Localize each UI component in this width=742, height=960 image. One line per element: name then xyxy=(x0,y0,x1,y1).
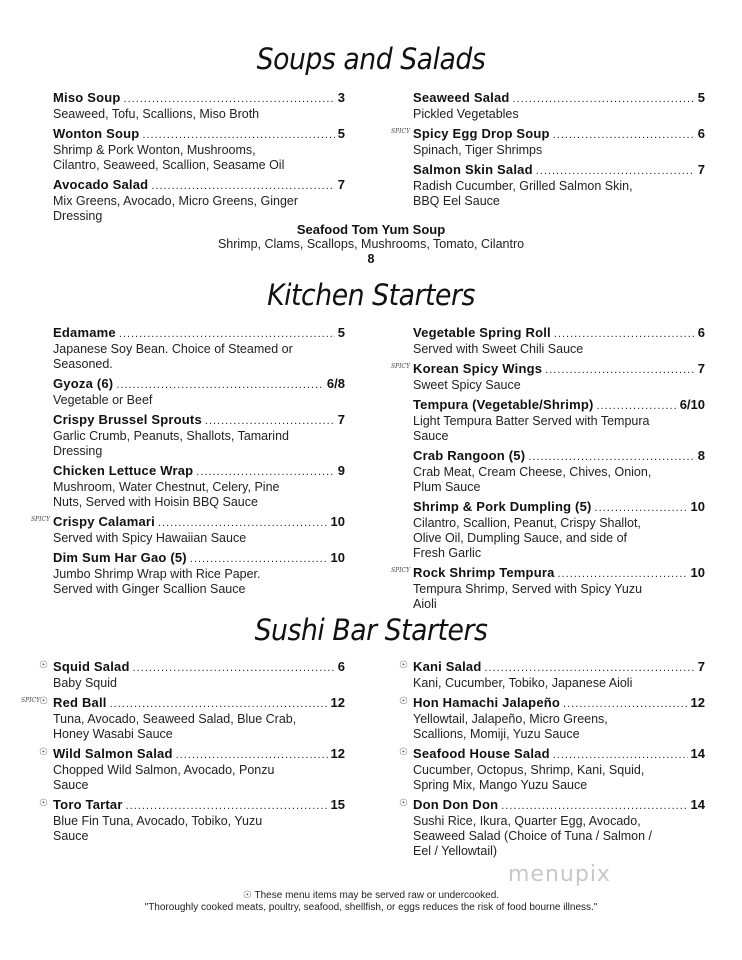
item-description: Served with Spicy Hawaiian Sauce xyxy=(53,531,247,545)
item-price: 3 xyxy=(337,90,345,105)
dot-leader xyxy=(545,363,695,378)
dot-leader xyxy=(151,179,334,194)
spicy-icon: SPICY xyxy=(391,363,411,370)
dot-leader xyxy=(110,697,328,712)
dot-leader xyxy=(528,450,695,465)
item-price: 9 xyxy=(337,463,345,478)
item-name: Miso Soup xyxy=(53,90,121,105)
item-header xyxy=(53,695,345,712)
dot-leader xyxy=(133,661,335,676)
dot-leader xyxy=(501,799,687,814)
item-description: Tempura Shrimp, Served with Spicy Yuzu Aioli xyxy=(413,582,643,611)
section-title-kitchen: Kitchen Starters xyxy=(267,278,475,312)
item-name: Crispy Calamari xyxy=(53,514,155,529)
dot-leader xyxy=(597,399,677,414)
menu-item xyxy=(413,448,705,495)
food-safety-warning: "Thoroughly cooked meats, poultry, seafood, shellfish, or eggs reduces the risk of food bourne illness." xyxy=(144,902,598,913)
item-header xyxy=(53,126,345,143)
raw-icon: ☉ xyxy=(39,798,48,809)
sushi-left-column xyxy=(21,659,345,848)
dot-leader xyxy=(553,748,688,763)
menu-item xyxy=(391,361,705,393)
item-name: Toro Tartar xyxy=(53,797,123,812)
item-price: 6/10 xyxy=(679,397,705,412)
item-price: 5 xyxy=(697,90,705,105)
menu-item xyxy=(399,797,705,859)
item-description: Jumbo Shrimp Wrap with Rice Paper. Served with Ginger Scallion Sauce xyxy=(53,567,261,596)
item-description: Cilantro, Scallion, Peanut, Crispy Shallot, Olive Oil, Dumpling Sauce, and side of Fresh Garlic xyxy=(413,516,641,560)
menu-item xyxy=(31,514,345,546)
item-price: 6/8 xyxy=(326,376,345,391)
item-header xyxy=(413,126,705,143)
dot-leader xyxy=(190,552,328,567)
item-price: 10 xyxy=(690,565,705,580)
menu-item xyxy=(53,550,345,597)
item-header xyxy=(413,565,705,582)
spicy-icon: SPICY xyxy=(21,697,41,704)
item-price: 5 xyxy=(337,325,345,340)
item-description: Yellowtail, Jalapeño, Micro Greens, Scallions, Momiji, Yuzu Sauce xyxy=(413,712,608,741)
sushi-right-column xyxy=(399,659,705,863)
item-header xyxy=(413,397,705,414)
soups-left-column xyxy=(53,90,345,228)
menu-item xyxy=(413,90,705,122)
item-header xyxy=(413,90,705,107)
item-header xyxy=(53,325,345,342)
item-description: Shrimp & Pork Wonton, Mushrooms, Cilantro, Seaweed, Scallion, Seasame Oil xyxy=(53,143,285,172)
item-description: Vegetable or Beef xyxy=(53,393,153,407)
raw-icon: ☉ xyxy=(399,747,408,758)
menu-item xyxy=(399,695,705,742)
item-description: Shrimp, Clams, Scallops, Mushrooms, Tomato, Cilantro xyxy=(217,237,525,251)
dot-leader xyxy=(126,799,328,814)
item-description: Crab Meat, Cream Cheese, Chives, Onion, Plum Sauce xyxy=(413,465,652,494)
menu-item xyxy=(413,325,705,357)
item-name: Vegetable Spring Roll xyxy=(413,325,551,340)
dot-leader xyxy=(563,697,687,712)
menu-item xyxy=(53,325,345,372)
item-price: 5 xyxy=(337,126,345,141)
item-price: 15 xyxy=(330,797,345,812)
item-name: Korean Spicy Wings xyxy=(413,361,543,376)
item-name: Tempura (Vegetable/Shrimp) xyxy=(413,397,594,412)
item-price: 6 xyxy=(337,659,345,674)
item-price: 10 xyxy=(330,550,345,565)
item-description: Light Tempura Batter Served with Tempura Sauce xyxy=(413,414,650,443)
item-name: Avocado Salad xyxy=(53,177,149,192)
item-description: Mushroom, Water Chestnut, Celery, Pine Nuts, Served with Hoisin BBQ Sauce xyxy=(53,480,280,509)
menu-item xyxy=(39,797,345,844)
item-header xyxy=(53,376,345,393)
dot-leader xyxy=(513,92,695,107)
item-name: Gyoza (6) xyxy=(53,376,114,391)
dot-leader xyxy=(124,92,335,107)
raw-icon: ☉ xyxy=(39,747,48,758)
menu-item xyxy=(39,746,345,793)
raw-icon: ☉ xyxy=(399,696,408,707)
item-description: Radish Cucumber, Grilled Salmon Skin, BBQ Eel Sauce xyxy=(413,179,633,208)
menu-item xyxy=(39,659,345,691)
menu-item xyxy=(53,90,345,122)
item-price: 7 xyxy=(337,177,345,192)
item-description: Spinach, Tiger Shrimps xyxy=(413,143,543,157)
menu-item xyxy=(53,376,345,408)
item-header xyxy=(53,463,345,480)
item-name: Shrimp & Pork Dumpling (5) xyxy=(413,499,592,514)
item-header xyxy=(53,412,345,429)
item-price: 7 xyxy=(697,361,705,376)
item-header xyxy=(53,90,345,107)
item-price: 8 xyxy=(697,448,705,463)
item-name: Crab Rangoon (5) xyxy=(413,448,526,463)
menu-item xyxy=(53,463,345,510)
item-name: Wonton Soup xyxy=(53,126,140,141)
item-name: Edamame xyxy=(53,325,116,340)
menu-item xyxy=(391,565,705,612)
raw-icon: ☉ xyxy=(39,696,48,707)
item-header xyxy=(53,746,345,763)
section-title-soups: Soups and Salads xyxy=(256,42,486,76)
item-price: 8 xyxy=(367,252,375,266)
menu-item xyxy=(391,126,705,158)
item-header xyxy=(413,659,705,676)
dot-leader xyxy=(536,164,695,179)
raw-icon: ☉ xyxy=(399,798,408,809)
raw-notice: These menu items may be served raw or undercooked. xyxy=(254,890,500,901)
item-name: Spicy Egg Drop Soup xyxy=(413,126,550,141)
item-name: Red Ball xyxy=(53,695,107,710)
item-description: Chopped Wild Salmon, Avocado, Ponzu Sauce xyxy=(53,763,275,792)
dot-leader xyxy=(484,661,694,676)
item-name: Seafood House Salad xyxy=(413,746,550,761)
item-description: Sweet Spicy Sauce xyxy=(413,378,521,392)
soups-right-column xyxy=(391,90,705,213)
item-description: Served with Sweet Chili Sauce xyxy=(413,342,584,356)
dot-leader xyxy=(205,414,335,429)
item-name: Crispy Brussel Sprouts xyxy=(53,412,202,427)
item-price: 12 xyxy=(690,695,705,710)
footer-notice xyxy=(0,890,742,914)
item-price: 7 xyxy=(697,659,705,674)
item-description: Mix Greens, Avocado, Micro Greens, Ginger Dressing xyxy=(53,194,299,223)
menu-item xyxy=(53,412,345,459)
item-price: 6 xyxy=(697,126,705,141)
menu-item xyxy=(413,397,705,444)
item-name: Dim Sum Har Gao (5) xyxy=(53,550,187,565)
item-name: Rock Shrimp Tempura xyxy=(413,565,555,580)
raw-icon: ☉ xyxy=(242,890,252,901)
item-header xyxy=(53,514,345,531)
menu-item xyxy=(399,746,705,793)
item-header xyxy=(413,797,705,814)
dot-leader xyxy=(553,128,695,143)
spicy-icon: SPICY xyxy=(391,128,411,135)
item-description: Sushi Rice, Ikura, Quarter Egg, Avocado, Seaweed Salad (Choice of Tuna / Salmon / Eel / Yellowtail) xyxy=(413,814,653,858)
dot-leader xyxy=(554,327,695,342)
item-header xyxy=(413,361,705,378)
item-description: Seaweed, Tofu, Scallions, Miso Broth xyxy=(53,107,260,121)
item-header xyxy=(413,448,705,465)
item-price: 14 xyxy=(690,746,705,761)
raw-icon: ☉ xyxy=(399,660,408,671)
item-header xyxy=(413,162,705,179)
item-price: 7 xyxy=(697,162,705,177)
dot-leader xyxy=(142,128,334,143)
section-title-sushi: Sushi Bar Starters xyxy=(254,613,488,647)
dot-leader xyxy=(595,501,688,516)
item-header xyxy=(413,499,705,516)
spicy-icon: SPICY xyxy=(31,516,51,523)
item-name: Kani Salad xyxy=(413,659,482,674)
spicy-icon: SPICY xyxy=(391,567,411,574)
item-price: 10 xyxy=(690,499,705,514)
item-header xyxy=(413,695,705,712)
item-description: Kani, Cucumber, Tobiko, Japanese Aioli xyxy=(413,676,633,690)
item-description: Japanese Soy Bean. Choice of Steamed or Seasoned. xyxy=(53,342,293,371)
kitchen-right-column xyxy=(391,325,705,616)
item-name: Don Don Don xyxy=(413,797,499,812)
item-description: Pickled Vegetables xyxy=(413,107,519,121)
item-name: Salmon Skin Salad xyxy=(413,162,533,177)
menu-item xyxy=(413,162,705,209)
item-name: Chicken Lettuce Wrap xyxy=(53,463,194,478)
menu-item xyxy=(53,177,345,224)
item-header xyxy=(53,659,345,676)
item-price: 14 xyxy=(690,797,705,812)
item-description: Blue Fin Tuna, Avocado, Tobiko, Yuzu Sauce xyxy=(53,814,263,843)
dot-leader xyxy=(196,465,334,480)
item-price: 6 xyxy=(697,325,705,340)
dot-leader xyxy=(116,378,324,393)
dot-leader xyxy=(158,516,328,531)
item-header xyxy=(53,550,345,567)
item-header xyxy=(413,746,705,763)
item-price: 12 xyxy=(330,695,345,710)
kitchen-left-column xyxy=(31,325,345,601)
item-description: Cucumber, Octopus, Shrimp, Kani, Squid, Spring Mix, Mango Yuzu Sauce xyxy=(413,763,645,792)
menu-item xyxy=(53,126,345,173)
item-name: Squid Salad xyxy=(53,659,130,674)
menu-item xyxy=(21,695,345,742)
featured-item-tom-yum xyxy=(0,222,742,266)
item-name: Wild Salmon Salad xyxy=(53,746,173,761)
dot-leader xyxy=(119,327,335,342)
item-header xyxy=(53,797,345,814)
item-description: Tuna, Avocado, Seaweed Salad, Blue Crab, Honey Wasabi Sauce xyxy=(53,712,297,741)
item-header xyxy=(53,177,345,194)
item-price: 12 xyxy=(330,746,345,761)
item-name: Hon Hamachi Jalapeño xyxy=(413,695,561,710)
dot-leader xyxy=(558,567,688,582)
item-name: Seafood Tom Yum Soup xyxy=(296,222,446,237)
item-description: Baby Squid xyxy=(53,676,117,690)
raw-icon: ☉ xyxy=(39,660,48,671)
menu-item xyxy=(399,659,705,691)
dot-leader xyxy=(176,748,328,763)
item-description: Garlic Crumb, Peanuts, Shallots, Tamarind Dressing xyxy=(53,429,289,458)
watermark-logo: menupix xyxy=(508,862,611,887)
item-price: 10 xyxy=(330,514,345,529)
item-header xyxy=(413,325,705,342)
item-price: 7 xyxy=(337,412,345,427)
menu-item xyxy=(413,499,705,561)
item-name: Seaweed Salad xyxy=(413,90,510,105)
